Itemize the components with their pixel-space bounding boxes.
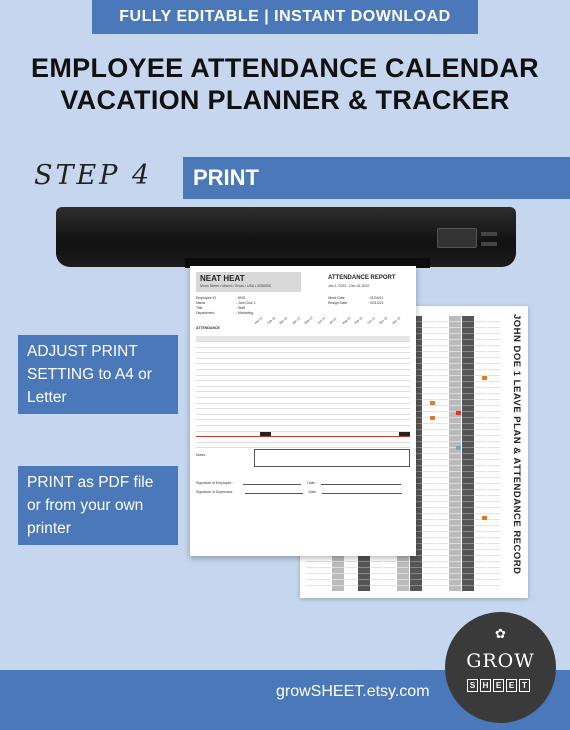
printer-buttons — [481, 232, 497, 246]
month-label: Apr-22 — [290, 316, 301, 325]
month-label: Mar-22 — [278, 315, 289, 325]
grid-column — [475, 316, 487, 591]
info-row: Title : Staff — [196, 306, 246, 310]
month-label: Jul-22 — [328, 316, 338, 325]
info-row: Name : John Doe 1 — [196, 301, 256, 305]
report-range: Jan 1, 2022 - Dec 31,2022 — [328, 284, 370, 288]
leave-plan-title: JOHN DOE 1 LEAVE PLAN & ATTENDANCE RECORD — [511, 314, 522, 575]
month-label: Sep-22 — [353, 315, 364, 325]
leave-mark — [456, 446, 461, 450]
month-label: Jan-22 — [253, 316, 264, 325]
leave-mark — [430, 416, 435, 420]
month-label: May-22 — [303, 315, 314, 325]
employee-info — [196, 296, 306, 316]
flower-icon: ✿ — [495, 626, 506, 641]
attendance-label: ATTENDANCE — [196, 326, 220, 330]
leave-mark — [430, 401, 435, 405]
report-title: ATTENDANCE REPORT — [328, 275, 396, 281]
employee-signature-label: Signature of Employee : — [196, 481, 234, 485]
month-label: Aug-22 — [340, 315, 351, 325]
page-title — [0, 52, 570, 116]
logo-letter: S — [467, 679, 478, 692]
company-name: NEAT HEAT — [200, 274, 245, 283]
date-label: Date : — [307, 481, 317, 485]
grid-column — [462, 316, 474, 591]
info-row: Employee ID : 8001 — [196, 296, 246, 300]
logo-letter: H — [480, 679, 491, 692]
step-label: STEP 4 — [34, 160, 153, 191]
logo-letter: T — [519, 679, 530, 692]
month-label: Dec-22 — [390, 315, 401, 325]
month-label: Oct-22 — [365, 316, 376, 325]
website-link[interactable]: growSHEET.etsy.com — [276, 683, 430, 700]
info-row: Department : Marketing — [196, 311, 254, 315]
notes-box — [254, 449, 410, 467]
month-label: Feb-22 — [265, 315, 276, 325]
adjust-print-box: ADJUST PRINT SETTING to A4 or Letter — [18, 335, 178, 414]
logo-text: GROW — [466, 650, 535, 672]
table-row — [196, 442, 410, 448]
leave-mark — [456, 411, 461, 415]
supervisor-signature — [196, 490, 410, 494]
month-label: Nov-22 — [378, 315, 389, 325]
logo-letter: E — [493, 679, 504, 692]
attendance-report-sheet — [190, 266, 416, 556]
logo-letter: E — [506, 679, 517, 692]
employee-signature — [196, 481, 410, 485]
attendance-table — [196, 336, 410, 448]
notes-label: Notes : — [196, 453, 208, 457]
leave-mark — [482, 516, 487, 520]
title-line-2: VACATION PLANNER & TRACKER — [60, 85, 510, 115]
hire-info — [328, 296, 408, 306]
print-pdf-box: PRINT as PDF file or from your own printer — [18, 466, 178, 545]
month-header — [253, 315, 406, 325]
print-bar: PRINT — [183, 157, 570, 199]
supervisor-signature-label: Signature of Supervisor : — [196, 490, 235, 494]
company-address: Moon Street • Miami • Texas • USA • 3256006 — [200, 284, 271, 288]
date-label: Date : — [308, 490, 318, 494]
grid-column — [449, 316, 461, 591]
info-row: Hired Date : 01/04/11 — [328, 296, 384, 300]
printer-screen — [437, 228, 477, 248]
grid-column — [423, 316, 435, 591]
logo-letters — [467, 679, 535, 692]
grid-column — [436, 316, 448, 591]
info-row: Resign Date : 02/13/21 — [328, 301, 384, 305]
title-line-1: EMPLOYEE ATTENDANCE CALENDAR — [31, 53, 539, 83]
growsheet-logo — [445, 612, 556, 723]
top-banner: FULLY EDITABLE | INSTANT DOWNLOAD — [92, 0, 478, 34]
month-label: Jun-22 — [315, 316, 326, 325]
grid-column — [488, 316, 500, 591]
company-box — [196, 272, 301, 292]
leave-mark — [482, 376, 487, 380]
